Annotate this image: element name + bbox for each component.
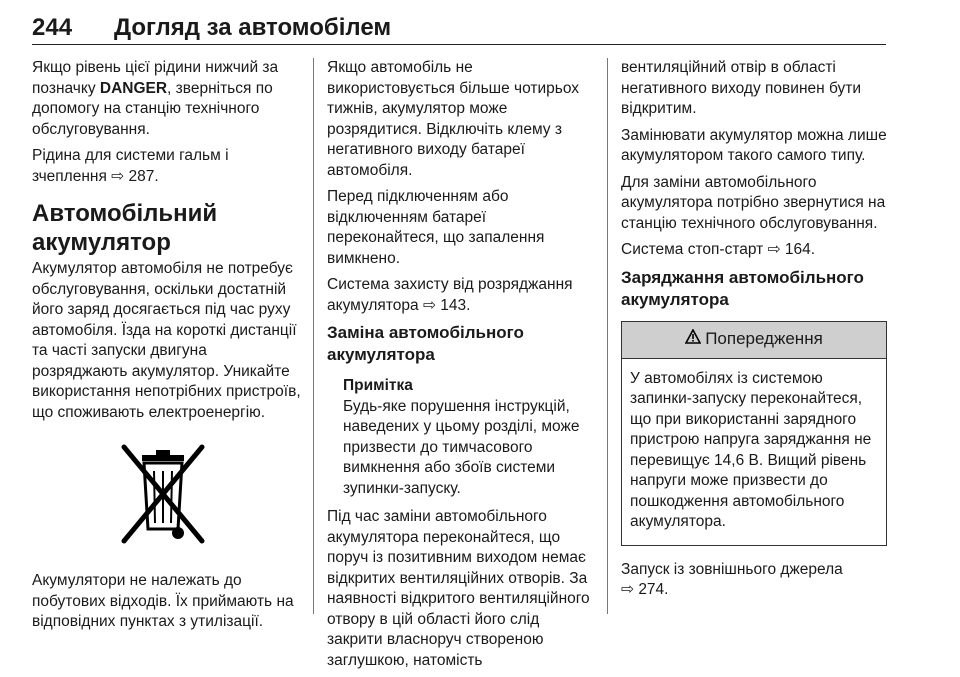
paragraph: Якщо автомобіль не використовується більше чотирьох тижнів, акумулятор може розрядитися. Відключіть клему з негативного виходу батареї автомобіля. [327, 59, 580, 179]
paragraph: Для заміни автомобільного акумулятора потрібно звернутися на станцію технічного обслуговування. [621, 173, 886, 232]
page-title: Догляд за автомобілем [114, 14, 392, 41]
paragraph: Замінювати акумулятор можна лише акумулятором такого самого типу. [621, 126, 887, 164]
warning-title: Попередження [705, 329, 823, 349]
note-title: Примітка [343, 377, 413, 394]
text: Рідина для системи гальм і зчеплення [32, 147, 229, 185]
reference-arrow-icon: ⇨ [111, 167, 125, 185]
page-reference[interactable]: 274. [638, 581, 669, 598]
warning-box [621, 321, 887, 546]
column-divider [607, 58, 608, 614]
text: Система стоп-старт [621, 241, 764, 258]
section-heading: Автомобільний акумулятор [32, 200, 218, 256]
paragraph: Під час заміни автомобільного акумулятора переконайтеся, що поруч із позитивним виходом немає відкритих вентиляційних отворів. За наявності відкритого вентиляційного отвору в цій області його слід закрити власноруч створеною заглушкою, натомість [327, 508, 590, 669]
column-1 [32, 58, 302, 639]
page-reference[interactable]: 164. [784, 241, 816, 258]
warning-text: У автомобілях із системою запинки-запуску переконайтеся, що при використанні зарядного пристрою напруга заряджання не перевищує 14,6 В. Вищий рівень напруги може призвести до пошкодження автомобільного акумулятора. [630, 369, 872, 530]
column-3 [621, 58, 887, 607]
section-heading: Заряджання автомобільного акумулятора [621, 267, 864, 309]
column-divider [313, 58, 314, 614]
paragraph [621, 240, 887, 261]
note-block [343, 376, 595, 499]
page-header [32, 8, 886, 45]
reference-arrow-icon: ⇨ [767, 241, 781, 258]
page-number: 244 [32, 14, 73, 41]
crossed-out-wheelie-bin-icon [118, 441, 208, 551]
paragraph: Акумулятори не належать до побутових відходів. Їх приймають на відповідних пунктах з утилізації. [32, 572, 294, 630]
paragraph: вентиляційний отвір в області негативного виходу повинен бути відкритим. [621, 59, 862, 117]
text: Якщо рівень цієї рідини нижчий за позначку [32, 59, 279, 97]
section-heading: Заміна автомобільного акумулятора [327, 323, 524, 364]
text: Система захисту від розряджання акумулятора [327, 276, 573, 314]
column-2 [327, 58, 595, 677]
paragraph [32, 58, 302, 140]
paragraph [32, 146, 302, 187]
reference-arrow-icon: ⇨ [422, 296, 436, 314]
warning-triangle-icon [685, 329, 701, 350]
page-reference[interactable]: 143. [440, 296, 471, 314]
paragraph: Акумулятор автомобіля не потребує обслуговування, оскільки достатній його заряд досягається під час руху автомобіля. Їзда на короткі дистанції та часті запуски двигуна розряджають акумулятор. Уникайте використання непотрібних пристроїв, що споживають електроенергію. [32, 260, 301, 421]
text: Запуск із зовнішнього джерела [621, 560, 843, 578]
danger-label: DANGER [99, 79, 168, 97]
text: , зверніться по допомогу на станцію технічного обслуговування. [32, 79, 273, 138]
note-text: Будь-яке порушення інструкцій, наведених у цьому розділі, може призвести до тимчасового вимкнення або збоїв системи зупинки-запуску. [343, 397, 580, 497]
paragraph [621, 560, 887, 601]
reference-arrow-icon: ⇨ [621, 581, 634, 598]
paragraph [327, 275, 595, 316]
page-reference[interactable]: 287. [128, 167, 159, 185]
warning-header [622, 322, 886, 359]
paragraph: Перед підключенням або відключенням батареї переконайтеся, що запалення вимкнено. [327, 188, 545, 267]
